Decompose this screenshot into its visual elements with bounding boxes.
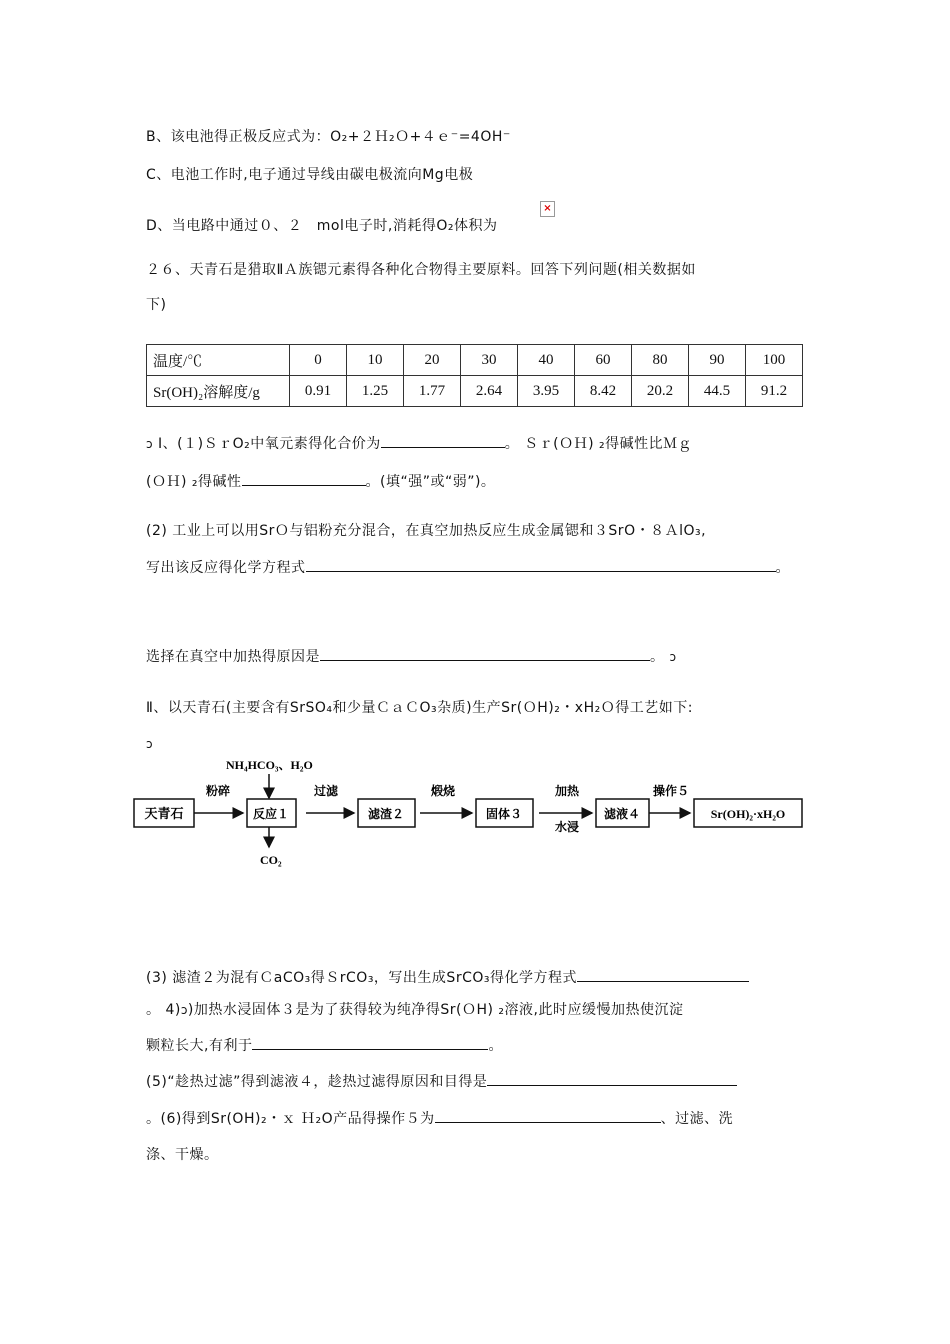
option-d: D、当电路中通过０、２ mol电子时,消耗得O₂体积为 <box>146 218 498 234</box>
answer-blank[interactable] <box>577 967 749 982</box>
temp-cell: 20 <box>404 345 461 376</box>
solubility-cell: 3.95 <box>518 376 575 407</box>
step-leach-label: 水浸 <box>554 820 580 834</box>
question-26-intro: ２６、天青石是猎取ⅡＡ族锶元素得各种化合物得主要原料。回答下列问题(相关数据如 <box>146 262 696 278</box>
part-2-intro: Ⅱ、以天青石(主要含有SrSO₄和少量ＣａＣO₃杂质)生产Sr(ＯH)₂・xH₂Ｏ得工艺如下: <box>146 700 693 716</box>
temp-cell: 30 <box>461 345 518 376</box>
part-1-question-1: ↄ Ⅰ、(１)ＳｒO₂中氧元素得化合价为 。 Ｓｒ(ＯＨ) ₂得碱性比Ｍｇ <box>146 433 692 453</box>
solubility-table <box>146 344 803 407</box>
gas-label: CO₂ <box>260 853 282 867</box>
solubility-cell: 44.5 <box>689 376 746 407</box>
question-2-equation: 写出该反应得化学方程式 。 <box>146 557 790 577</box>
temp-cell: 40 <box>518 345 575 376</box>
option-c: C、电池工作时,电子通过导线由碳电极流向Mg电极 <box>146 167 474 183</box>
question-4-cont: 颗粒长大,有利于 。 <box>146 1035 503 1055</box>
answer-blank[interactable] <box>320 646 650 661</box>
process-flow-diagram <box>130 752 820 878</box>
table-row <box>147 376 803 407</box>
solubility-cell: 2.64 <box>461 376 518 407</box>
broken-image-icon: × <box>540 201 555 217</box>
question-3: (3) 滤渣２为混有ＣaCO₃得ＳrCO₃，写出生成SrCO₃得化学方程式 <box>146 967 749 987</box>
table-header-solubility: Sr(OH)₂溶解度/g <box>147 376 290 407</box>
paragraph-mark-icon: ↄ <box>146 437 154 451</box>
box-celestite-label: 天青石 <box>144 806 184 821</box>
solubility-cell: 20.2 <box>632 376 689 407</box>
answer-blank[interactable] <box>435 1108 661 1123</box>
option-b: B、该电池得正极反应式为：O₂+２Ｈ₂Ｏ+４ｅ⁻=4OH⁻ <box>146 129 511 145</box>
box-reaction-1-label: 反应１ <box>252 807 290 821</box>
temp-cell: 80 <box>632 345 689 376</box>
question-6: 。(6)得到Sr(OH)₂・ｘ Ｈ₂O产品得操作５为 、过滤、洗 <box>146 1108 733 1128</box>
box-product-label: Sr(OH)₂·xH₂O <box>710 807 786 821</box>
table-header-temp: 温度/℃ <box>147 345 290 376</box>
answer-blank[interactable] <box>306 557 776 572</box>
question-4: 。 4)ↄ)加热水浸固体３是为了获得较为纯净得Sr(ＯH) ₂溶液,此时应缓慢加热使沉淀 <box>146 1002 684 1018</box>
solubility-cell: 1.77 <box>404 376 461 407</box>
part-1-question-1-cont: (ＯＨ) ₂得碱性 。(填“强”或“弱”)。 <box>146 471 495 491</box>
paragraph-mark-icon: ↄ <box>146 737 154 751</box>
reagent-label: NH₄HCO₃、H₂O <box>226 758 313 772</box>
temp-cell: 0 <box>290 345 347 376</box>
table-row <box>147 345 803 376</box>
step-calcine-label: 煅烧 <box>430 784 456 798</box>
question-2-vacuum: 选择在真空中加热得原因是 。 ↄ <box>146 646 677 666</box>
answer-blank[interactable] <box>381 433 505 448</box>
paragraph-mark-icon: ↄ <box>180 1003 188 1017</box>
temp-cell: 100 <box>746 345 803 376</box>
box-solid-3-label: 固体３ <box>485 807 523 821</box>
step-filter-label: 过滤 <box>313 784 339 798</box>
solubility-cell: 91.2 <box>746 376 803 407</box>
solubility-cell: 0.91 <box>290 376 347 407</box>
answer-blank[interactable] <box>242 471 366 486</box>
paragraph-mark-line <box>146 736 153 752</box>
answer-blank[interactable] <box>487 1071 737 1086</box>
box-residue-2-label: 滤渣２ <box>367 807 405 821</box>
step-heat-label: 加热 <box>554 784 580 798</box>
question-5: (5)“趁热过滤”得到滤液４，趁热过滤得原因和目得是 <box>146 1071 737 1091</box>
solubility-cell: 1.25 <box>347 376 404 407</box>
temp-cell: 10 <box>347 345 404 376</box>
temp-cell: 90 <box>689 345 746 376</box>
step-crush-label: 粉碎 <box>205 784 231 798</box>
step-op5-label: 操作５ <box>652 784 690 798</box>
question-2: (2) 工业上可以用SrＯ与铝粉充分混合，在真空加热反应生成金属锶和３SrO・８ＡlO₃, <box>146 523 707 539</box>
solubility-cell: 8.42 <box>575 376 632 407</box>
question-26-intro-cont: 下) <box>146 297 167 313</box>
question-6-cont: 涤、干燥。 <box>146 1147 219 1163</box>
temp-cell: 60 <box>575 345 632 376</box>
box-filtrate-4-label: 滤液４ <box>603 807 641 821</box>
answer-blank[interactable] <box>252 1035 488 1050</box>
paragraph-mark-icon: ↄ <box>669 650 677 664</box>
